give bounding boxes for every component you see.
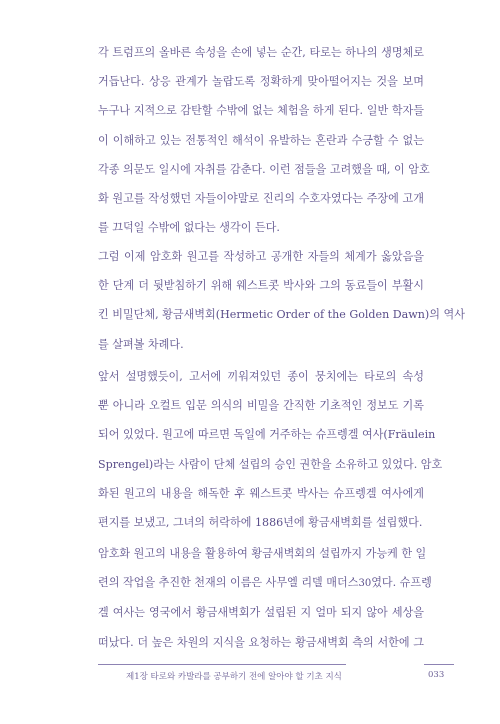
running-title: 제1장 타로와 카발라를 공부하기 전에 알아야 할 기초 지식 — [126, 672, 342, 682]
text-line: 뿐 아니라 오컬트 입문 의식의 비밀을 간직한 기초적인 정보도 기록 — [98, 399, 424, 413]
text-line: 되어 있었다. 원고에 따르면 독일에 거주하는 슈프렝겔 여사(Fräulein — [98, 428, 436, 442]
text-line: 를 살펴볼 차례다. — [98, 337, 184, 351]
page-number: 033 — [428, 670, 445, 680]
text-line: 화된 원고의 내용을 해독한 후 웨스트콧 박사는 슈프렝겔 여사에게 — [98, 486, 424, 500]
text-line: 그럼 이제 암호화 원고를 작성하고 공개한 자들의 체계가 옳았음을 — [98, 250, 424, 263]
paragraph-4 — [98, 539, 432, 657]
text-line: 암호화 원고의 내용을 활용하여 황금새벽회의 설립까지 가능케 한 일 — [98, 547, 427, 560]
text-line: 킨 비밀단체, 황금새벽회(Hermetic Order of the Golden Dawn)의 역사 — [98, 308, 465, 322]
text-line: 편지를 보냈고, 그녀의 허락하에 1886년에 황금새벽회를 설립했다. — [98, 516, 423, 530]
footnote-marker[interactable]: 30 — [358, 578, 372, 590]
text-line: 각 트럼프의 올바른 속성을 손에 넣는 순간, 타로는 하나의 생명체로 — [98, 46, 424, 59]
paragraph-2 — [98, 242, 465, 359]
text-line: 각종 의문도 일시에 자취를 감춘다. 이런 점들을 고려했을 때, 이 암호 — [98, 162, 430, 176]
text-line: 한 단계 더 뒷받침하기 위해 웨스트콧 박사와 그의 동료들이 부활시 — [98, 279, 424, 293]
text-line: 겔 여사는 영국에서 황금새벽회가 설립된 지 얼마 되지 않아 세상을 — [98, 606, 424, 620]
paragraph-1 — [98, 38, 430, 242]
text-line: 화 원고를 작성했던 자들이야말로 진리의 수호자였다는 주장에 고개 — [98, 192, 424, 206]
text-line: 누구나 지적으로 감탄할 수밖에 없는 체험을 하게 된다. 일반 학자들 — [98, 104, 424, 118]
text-line: 거듭난다. 상응 관계가 놀랍도록 정확하게 맞아떨어지는 것을 보며 — [98, 75, 424, 89]
paragraph-3 — [98, 362, 443, 537]
text-segment: 였다. 슈프렝 — [371, 576, 432, 590]
text-line: 떠났다. 더 높은 차원의 지식을 요청하는 황금새벽회 측의 서한에 그 — [98, 635, 424, 649]
page-number-divider — [424, 664, 454, 665]
text-line: Sprengel)라는 사람이 단체 설립의 승인 권한을 소유하고 있었다. 암호 — [98, 457, 443, 471]
text-line: 이 이해하고 있는 전통적인 해석이 유발하는 혼란과 수긍할 수 없는 — [98, 133, 424, 147]
text-line: 를 끄덕일 수밖에 없다는 생각이 든다. — [98, 221, 280, 235]
text-line-with-footnote — [98, 568, 432, 598]
text-segment: 련의 작업을 추진한 천재의 이름은 사무엘 리델 매더스 — [98, 576, 359, 590]
footer-divider — [98, 664, 346, 665]
text-line: 앞서 설명했듯이, 고서에 끼워져있던 종이 뭉치에는 타로의 속성 — [98, 370, 424, 383]
